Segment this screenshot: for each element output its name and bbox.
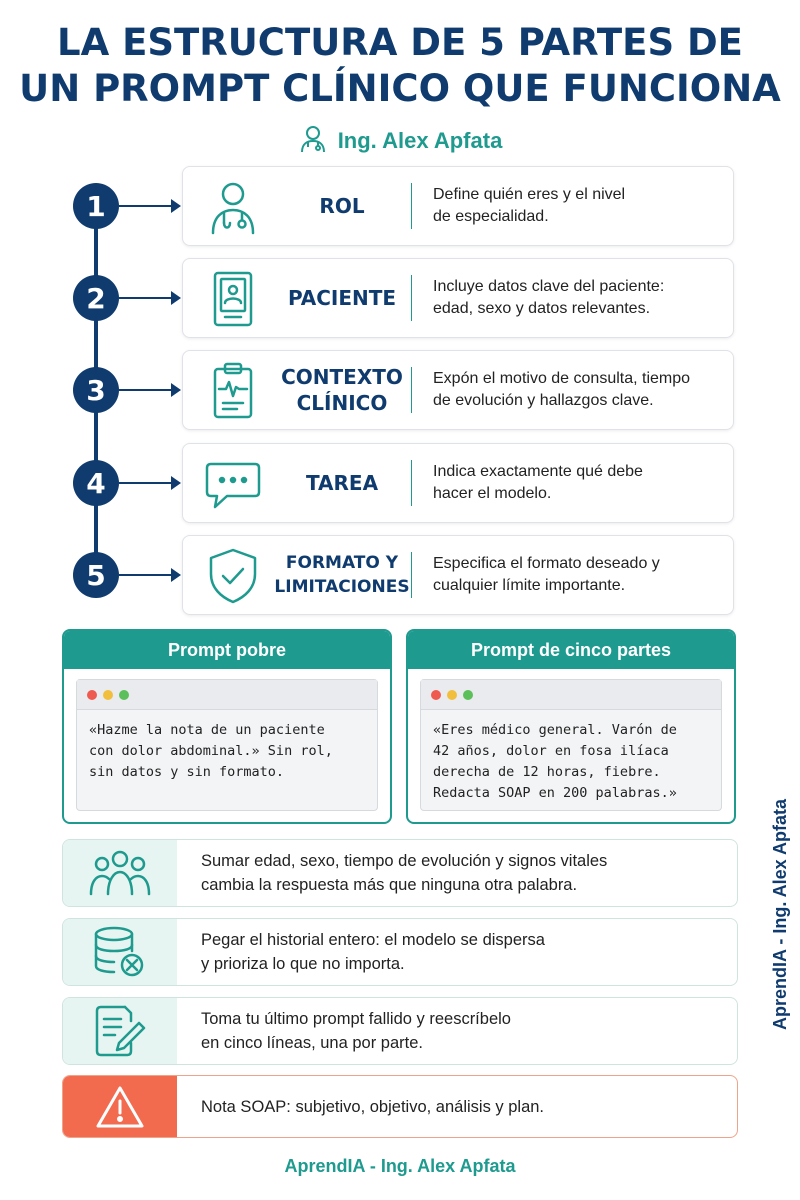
close-dot-icon (431, 690, 441, 700)
poor-prompt-window (76, 679, 378, 811)
prompt-line: 42 años, dolor en fosa ilíaca (433, 743, 669, 759)
step-label-rol: ROL (319, 194, 365, 218)
poor-prompt-header: Prompt pobre (64, 631, 390, 669)
step-number-1: 1 (73, 183, 119, 229)
step-arrow-5 (119, 574, 179, 576)
group-icon (88, 848, 152, 898)
warning-icon (94, 1084, 146, 1130)
chat-bubble-icon (203, 454, 263, 514)
clipboard-heartbeat-icon (203, 361, 263, 421)
step-arrow-2 (119, 297, 179, 299)
desc-line: Especifica el formato deseado y (433, 555, 660, 572)
label-line: CONTEXTO (281, 365, 403, 389)
window-bar (77, 680, 377, 710)
tip-icon-box (63, 919, 177, 985)
step-label-formato (273, 536, 411, 614)
title-line-1: LA ESTRUCTURA DE 5 PARTES DE (57, 21, 743, 64)
minimize-dot-icon (103, 690, 113, 700)
step-arrow-4 (119, 482, 179, 484)
step-desc-contexto (433, 351, 723, 429)
step-label-paciente: PACIENTE (287, 286, 397, 310)
poor-prompt-panel (62, 629, 392, 824)
step-arrow-3 (119, 389, 179, 391)
prompt-line: «Hazme la nota de un paciente (89, 722, 325, 738)
maximize-dot-icon (119, 690, 129, 700)
divider (411, 275, 412, 321)
tip-card-datos (62, 839, 738, 907)
tip-text (201, 998, 721, 1064)
label-line: CLÍNICO (296, 391, 388, 415)
page-title (0, 20, 800, 112)
footer-credit: AprendIA - Ing. Alex Apfata (284, 1156, 516, 1176)
author-line (0, 124, 800, 154)
tip-line: Sumar edad, sexo, tiempo de evolución y signos vitales (201, 852, 608, 870)
desc-line: edad, sexo y datos relevantes. (433, 300, 651, 317)
step-card-tarea (182, 443, 734, 523)
good-prompt-header: Prompt de cinco partes (408, 631, 734, 669)
tip-line: y prioriza lo que no importa. (201, 955, 405, 973)
desc-line: Indica exactamente qué debe (433, 463, 643, 480)
divider (411, 183, 412, 229)
desc-line: de evolución y hallazgos clave. (433, 392, 654, 409)
tip-line: Nota SOAP: subjetivo, objetivo, análisis y plan. (201, 1097, 545, 1116)
prompt-line: derecha de 12 horas, fiebre. (433, 764, 661, 780)
side-credit: AprendIA - Ing. Alex Apfata (770, 798, 790, 1030)
step-card-contexto (182, 350, 734, 430)
good-prompt-text (421, 710, 721, 814)
tip-line: cambia la respuesta más que ninguna otra palabra. (201, 876, 578, 894)
patient-card-icon (203, 269, 263, 329)
prompt-line: Redacta SOAP en 200 palabras.» (433, 785, 677, 801)
desc-line: de especialidad. (433, 208, 549, 225)
tip-card-reescribir (62, 997, 738, 1065)
tip-line: en cinco líneas, una por parte. (201, 1034, 423, 1052)
edit-document-icon (91, 1003, 149, 1059)
step-number-2: 2 (73, 275, 119, 321)
doctor-icon (298, 124, 328, 154)
divider (411, 552, 412, 598)
tip-icon-box (63, 998, 177, 1064)
desc-line: cualquier límite importante. (433, 577, 626, 594)
desc-line: Expón el motivo de consulta, tiempo (433, 370, 691, 387)
good-prompt-panel (406, 629, 736, 824)
prompt-line: con dolor abdominal.» Sin rol, (89, 743, 333, 759)
prompt-line: «Eres médico general. Varón de (433, 722, 677, 738)
poor-prompt-text (77, 710, 377, 793)
step-number-5: 5 (73, 552, 119, 598)
window-bar (421, 680, 721, 710)
step-desc-formato (433, 536, 723, 614)
step-card-paciente (182, 258, 734, 338)
step-card-rol (182, 166, 734, 246)
divider (411, 460, 412, 506)
step-label-tarea: TAREA (305, 471, 379, 495)
step-arrow-1 (119, 205, 179, 207)
step-number-4: 4 (73, 460, 119, 506)
step-number-3: 3 (73, 367, 119, 413)
author-name: Ing. Alex Apfata (337, 128, 503, 153)
tip-icon-box (63, 1076, 177, 1137)
desc-line: Define quién eres y el nivel (433, 186, 626, 203)
tip-text (201, 1076, 721, 1137)
tip-card-soap (62, 1075, 738, 1138)
title-line-2: UN PROMPT CLÍNICO QUE FUNCIONA (19, 67, 781, 110)
step-desc-rol (433, 167, 723, 245)
divider (411, 367, 412, 413)
label-line: FORMATO Y (285, 553, 399, 573)
minimize-dot-icon (447, 690, 457, 700)
step-label-contexto (273, 351, 411, 429)
label-line: LIMITACIONES (274, 577, 410, 597)
doctor-icon (203, 177, 263, 237)
tip-line: Toma tu último prompt fallido y reescríbelo (201, 1010, 511, 1028)
database-x-icon (90, 925, 150, 979)
tip-text (201, 840, 721, 906)
tip-line: Pegar el historial entero: el modelo se dispersa (201, 931, 545, 949)
step-desc-tarea (433, 444, 723, 522)
good-prompt-window (420, 679, 722, 811)
desc-line: hacer el modelo. (433, 485, 552, 502)
shield-check-icon (203, 546, 263, 606)
close-dot-icon (87, 690, 97, 700)
tip-card-historial (62, 918, 738, 986)
desc-line: Incluye datos clave del paciente: (433, 278, 665, 295)
step-card-formato (182, 535, 734, 615)
tip-text (201, 919, 721, 985)
tip-icon-box (63, 840, 177, 906)
step-desc-paciente (433, 259, 723, 337)
maximize-dot-icon (463, 690, 473, 700)
prompt-line: sin datos y sin formato. (89, 764, 285, 780)
